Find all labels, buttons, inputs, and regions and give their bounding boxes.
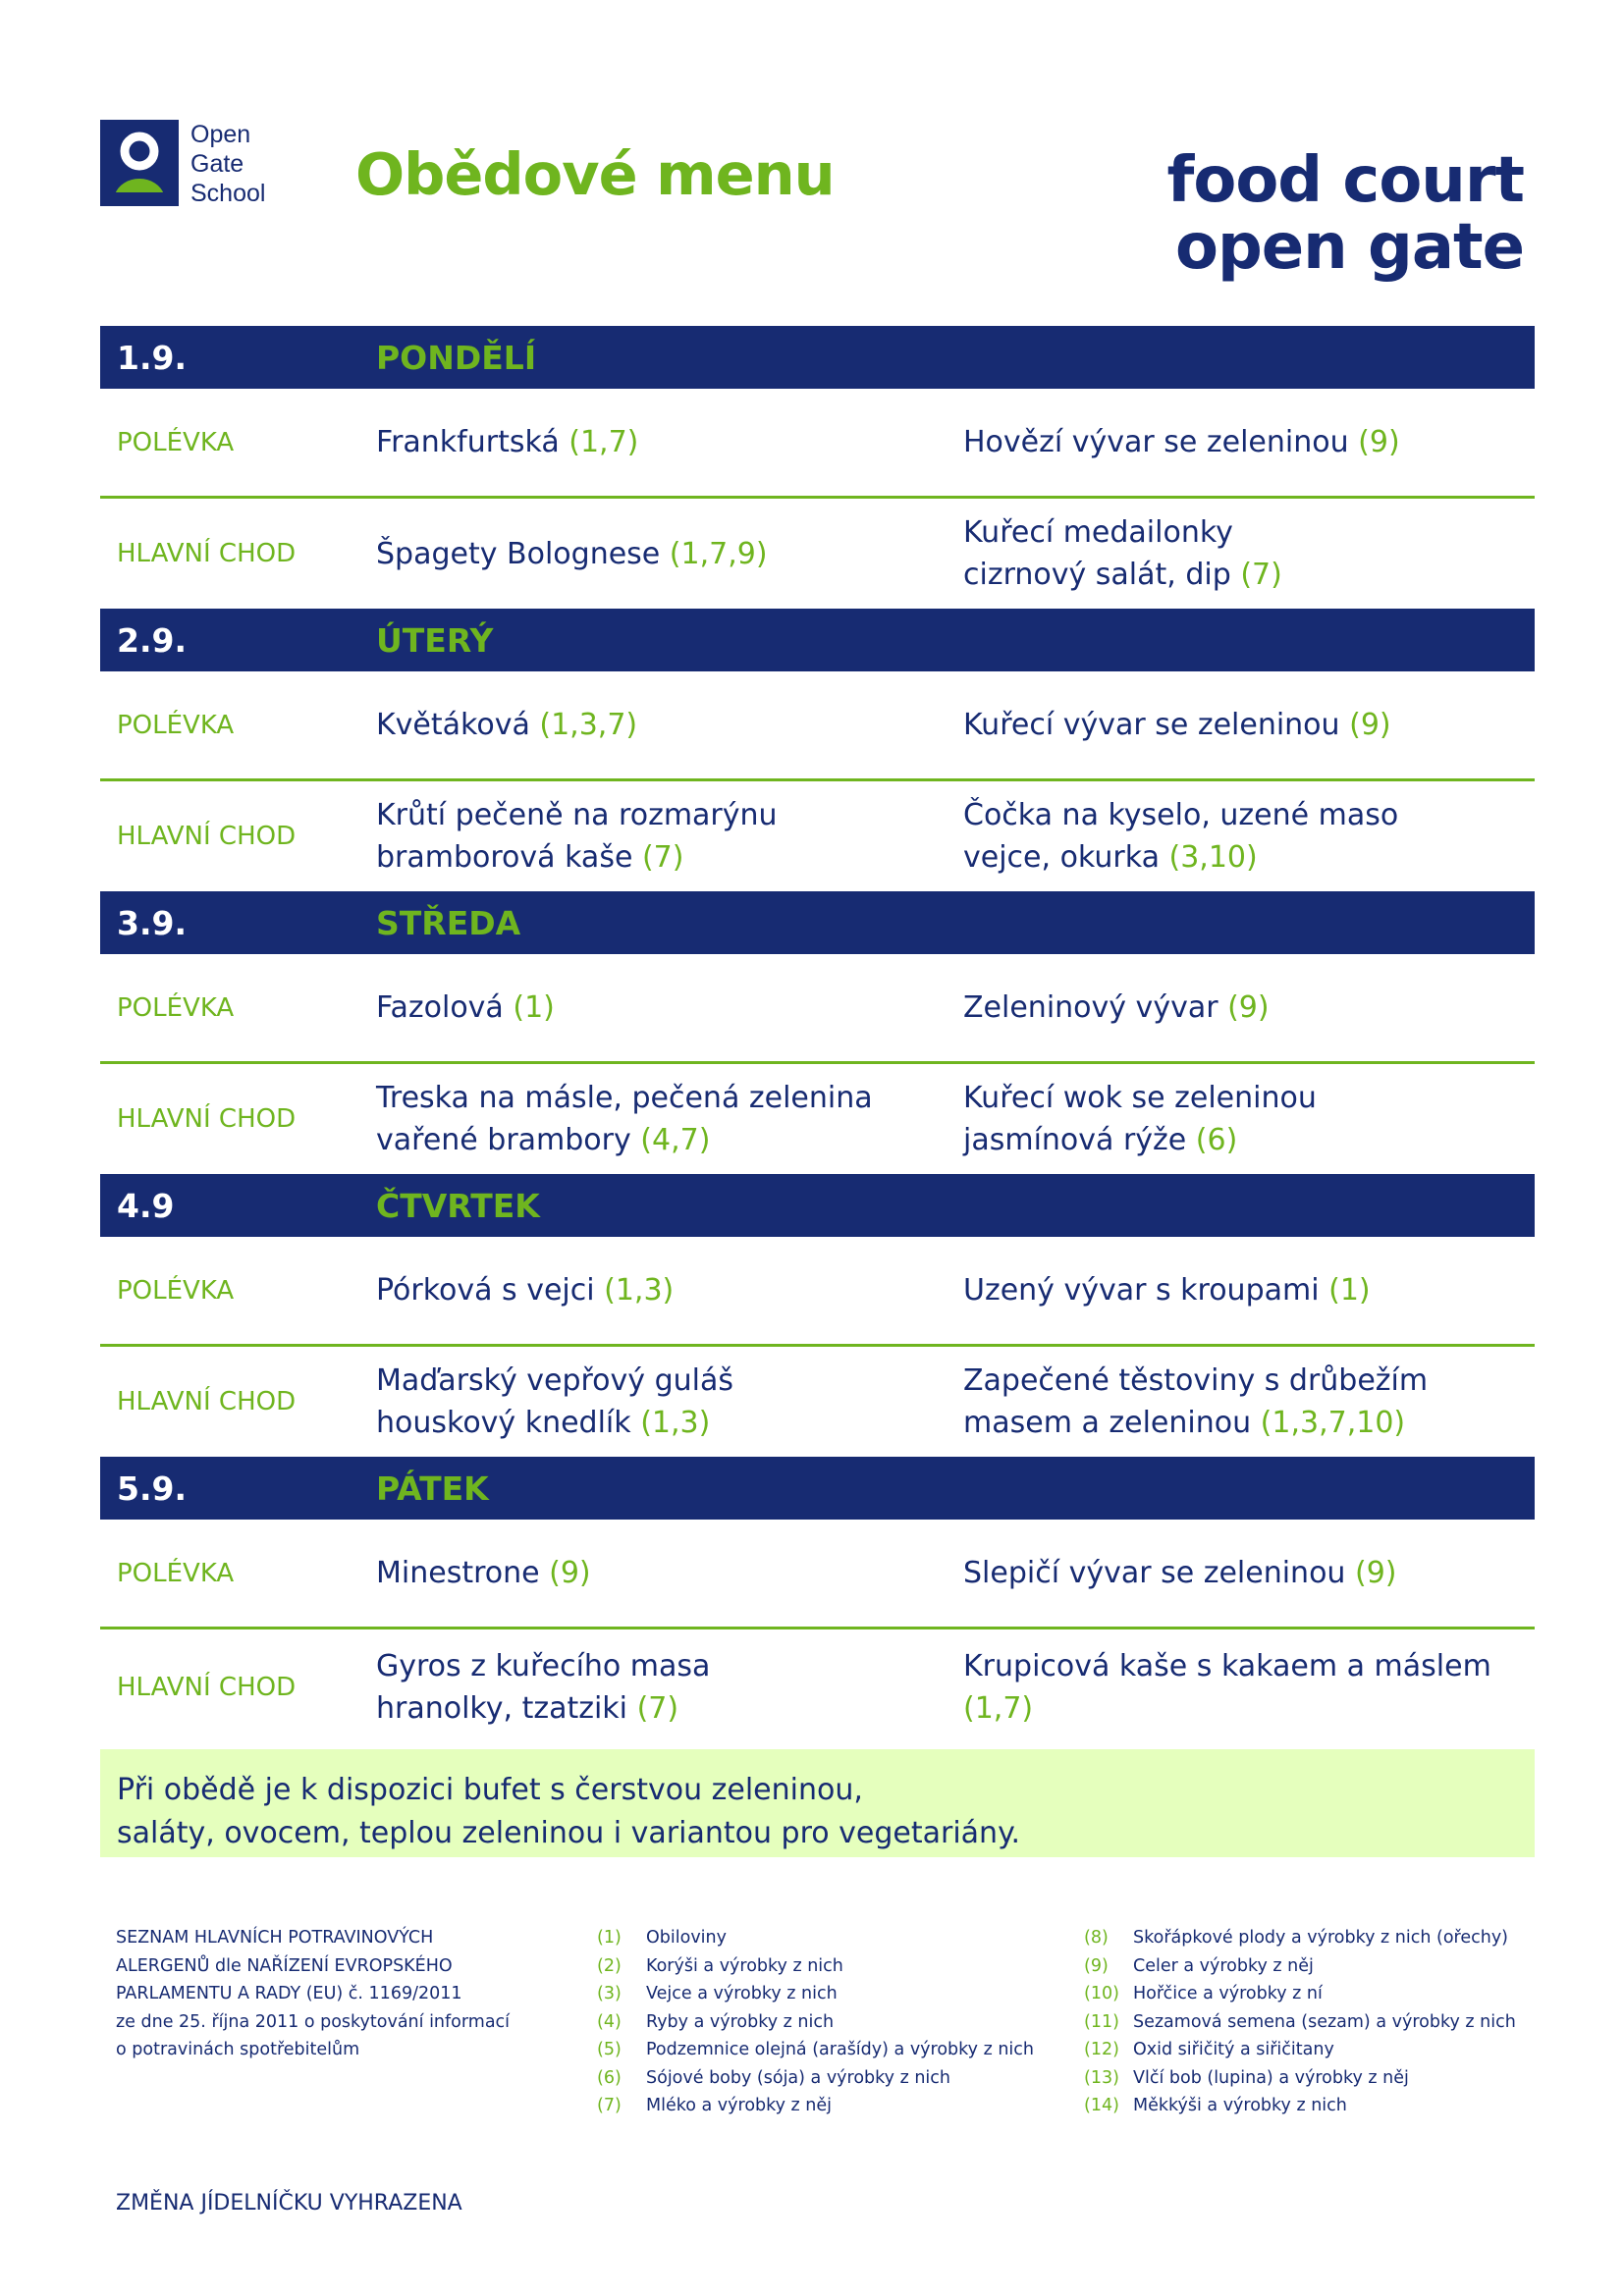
course-label: HLAVNÍ CHOD — [117, 539, 297, 568]
allergen-codes: (1,7) — [963, 1691, 1034, 1726]
weekly-menu — [100, 326, 1535, 1745]
day-date: 3.9. — [117, 903, 187, 942]
allergen-codes: (3,10) — [1168, 840, 1258, 875]
dish: Uzený vývar s kroupami (1) — [963, 1273, 1371, 1308]
allergen-item: (10) Hořčice a výrobky z ní — [1084, 1984, 1323, 2003]
menu-row — [100, 1629, 1535, 1745]
allergen-item: (4) Ryby a výrobky z nich — [597, 2011, 835, 2032]
dish: Minestrone (9) — [376, 1556, 591, 1590]
dish: Krupicová kaše s kakaem a máslem (1,7) — [963, 1649, 1491, 1726]
allergen-codes: (1) — [513, 990, 555, 1025]
course-label: HLAVNÍ CHOD — [117, 1104, 297, 1134]
allergen-item: (9) Celer a výrobky z něj — [1084, 1955, 1314, 1976]
allergen-item: (5) Podzemnice olejná (arašídy) a výrobky z nich — [597, 2040, 1034, 2059]
open-gate-logo-icon — [100, 120, 179, 206]
day-header — [100, 1174, 1535, 1237]
dish: Květáková (1,3,7) — [376, 708, 638, 742]
brand-line-1: food court — [1166, 144, 1524, 217]
allergen-codes: (1,3) — [604, 1273, 675, 1308]
course-label: POLÉVKA — [117, 1275, 235, 1306]
allergen-codes: (7) — [641, 840, 684, 875]
dish: Pórková s vejci (1,3) — [376, 1273, 675, 1308]
menu-row — [100, 1237, 1535, 1347]
menu-row — [100, 389, 1535, 499]
day-date: 1.9. — [117, 338, 187, 377]
day-header — [100, 1457, 1535, 1520]
menu-row — [100, 1064, 1535, 1174]
dish: Kuřecí medailonky cizrnový salát, dip (7) — [963, 515, 1282, 592]
allergen-codes: (4,7) — [640, 1123, 711, 1157]
course-label: POLÉVKA — [117, 1558, 235, 1588]
menu-row — [100, 1520, 1535, 1629]
allergen-codes: (9) — [549, 1556, 591, 1590]
dish: Hovězí vývar se zeleninou (9) — [963, 425, 1400, 459]
day-name: PÁTEK — [376, 1468, 489, 1508]
allergen-item: (7) Mléko a výrobky z něj — [597, 2096, 833, 2115]
allergen-item: (13) Vlčí bob (lupina) a výrobky z něj — [1084, 2067, 1409, 2088]
buffet-note-line-2: saláty, ovocem, teplou zeleninou i variantou pro vegetariány. — [117, 1816, 1021, 1850]
dish: Zapečené těstoviny s drůbežím masem a zeleninou (1,3,7,10) — [963, 1363, 1429, 1440]
page-title: Obědové menu — [355, 140, 835, 208]
dish: Čočka na kyselo, uzené maso vejce, okurka (3,10) — [963, 798, 1399, 875]
menu-row — [100, 954, 1535, 1064]
menu-row — [100, 1347, 1535, 1457]
day-date: 5.9. — [117, 1468, 187, 1508]
dish: Slepičí vývar se zeleninou (9) — [963, 1556, 1397, 1590]
allergen-legend-intro: SEZNAM HLAVNÍCH POTRAVINOVÝCH ALERGENŮ dle NAŘÍZENÍ EVROPSKÉHO PARLAMENTU A RADY (EU) č. 1169/2011 ze dne 25. října 2011 o poskytování informací o potravinách spotřebitelům — [116, 1928, 511, 2059]
day-date: 4.9 — [117, 1186, 175, 1225]
menu-row — [100, 671, 1535, 781]
day-name: ČTVRTEK — [376, 1186, 540, 1225]
allergen-codes: (1,3) — [640, 1406, 711, 1440]
allergen-item: (12) Oxid siřičitý a siřičitany — [1084, 2040, 1334, 2059]
allergen-codes: (1,3,7) — [539, 708, 638, 742]
menu-change-notice: ZMĚNA JÍDELNÍČKU VYHRAZENA — [116, 2191, 462, 2216]
day-name: STŘEDA — [376, 903, 521, 942]
day-name: ÚTERÝ — [376, 620, 494, 660]
allergen-codes: (1) — [1328, 1273, 1371, 1308]
day-date: 2.9. — [117, 620, 187, 660]
course-label: POLÉVKA — [117, 992, 235, 1023]
allergen-codes: (9) — [1349, 708, 1391, 742]
allergen-list-1 — [597, 1924, 1034, 2120]
allergen-item: (6) Sójové boby (sója) a výrobky z nich — [597, 2067, 951, 2088]
allergen-item: (14) Měkkýši a výrobky z nich — [1084, 2096, 1347, 2115]
school-logo — [100, 120, 281, 208]
dish: Kuřecí wok se zeleninou jasmínová rýže (6) — [963, 1081, 1317, 1157]
dish: Kuřecí vývar se zeleninou (9) — [963, 708, 1391, 742]
allergen-codes: (1,3,7,10) — [1260, 1406, 1406, 1440]
course-label: HLAVNÍ CHOD — [117, 822, 297, 851]
day-header — [100, 609, 1535, 671]
allergen-codes: (6) — [1195, 1123, 1238, 1157]
allergen-item: (11) Sezamová semena (sezam) a výrobky z nich — [1084, 2011, 1516, 2032]
allergen-item: (8) Skořápkové plody a výrobky z nich (ořechy) — [1084, 1928, 1509, 1948]
allergen-codes: (9) — [1358, 425, 1400, 459]
allergen-codes: (7) — [1240, 558, 1282, 592]
day-header — [100, 326, 1535, 389]
allergen-item: (1) Obiloviny — [597, 1928, 727, 1948]
course-label: POLÉVKA — [117, 427, 235, 457]
allergen-codes: (7) — [636, 1691, 679, 1726]
day-header — [100, 891, 1535, 954]
logo-wordmark: Open Gate School — [190, 121, 266, 207]
day-name: PONDĚLÍ — [376, 338, 537, 377]
dish: Špagety Bolognese (1,7,9) — [376, 536, 768, 571]
course-label: HLAVNÍ CHOD — [117, 1387, 297, 1416]
allergen-codes: (1,7,9) — [669, 536, 768, 571]
course-label: HLAVNÍ CHOD — [117, 1673, 297, 1702]
allergen-codes: (9) — [1227, 990, 1270, 1025]
dish: Zeleninový vývar (9) — [963, 990, 1270, 1025]
menu-row — [100, 781, 1535, 891]
brand-line-2: open gate — [1174, 211, 1524, 284]
buffet-note-line-1: Při obědě je k dispozici bufet s čerstvou zeleninou, — [117, 1773, 863, 1807]
buffet-note — [100, 1749, 1535, 1857]
dish: Krůtí pečeně na rozmarýnu bramborová kaše (7) — [376, 798, 778, 875]
menu-row — [100, 499, 1535, 609]
dish: Fazolová (1) — [376, 990, 555, 1025]
allergen-item: (2) Korýši a výrobky z nich — [597, 1955, 843, 1976]
course-label: POLÉVKA — [117, 710, 235, 740]
dish: Gyros z kuřecího masa hranolky, tzatziki (7) — [376, 1649, 711, 1726]
dish: Treska na másle, pečená zelenina vařené brambory (4,7) — [376, 1081, 873, 1157]
allergen-codes: (9) — [1355, 1556, 1397, 1590]
brand-name — [1166, 144, 1525, 284]
allergen-list-2 — [1084, 1924, 1516, 2120]
allergen-item: (3) Vejce a výrobky z nich — [597, 1984, 838, 2003]
allergen-codes: (1,7) — [568, 425, 639, 459]
dish: Frankfurtská (1,7) — [376, 425, 639, 459]
dish: Maďarský vepřový guláš houskový knedlík (1,3) — [376, 1363, 733, 1440]
